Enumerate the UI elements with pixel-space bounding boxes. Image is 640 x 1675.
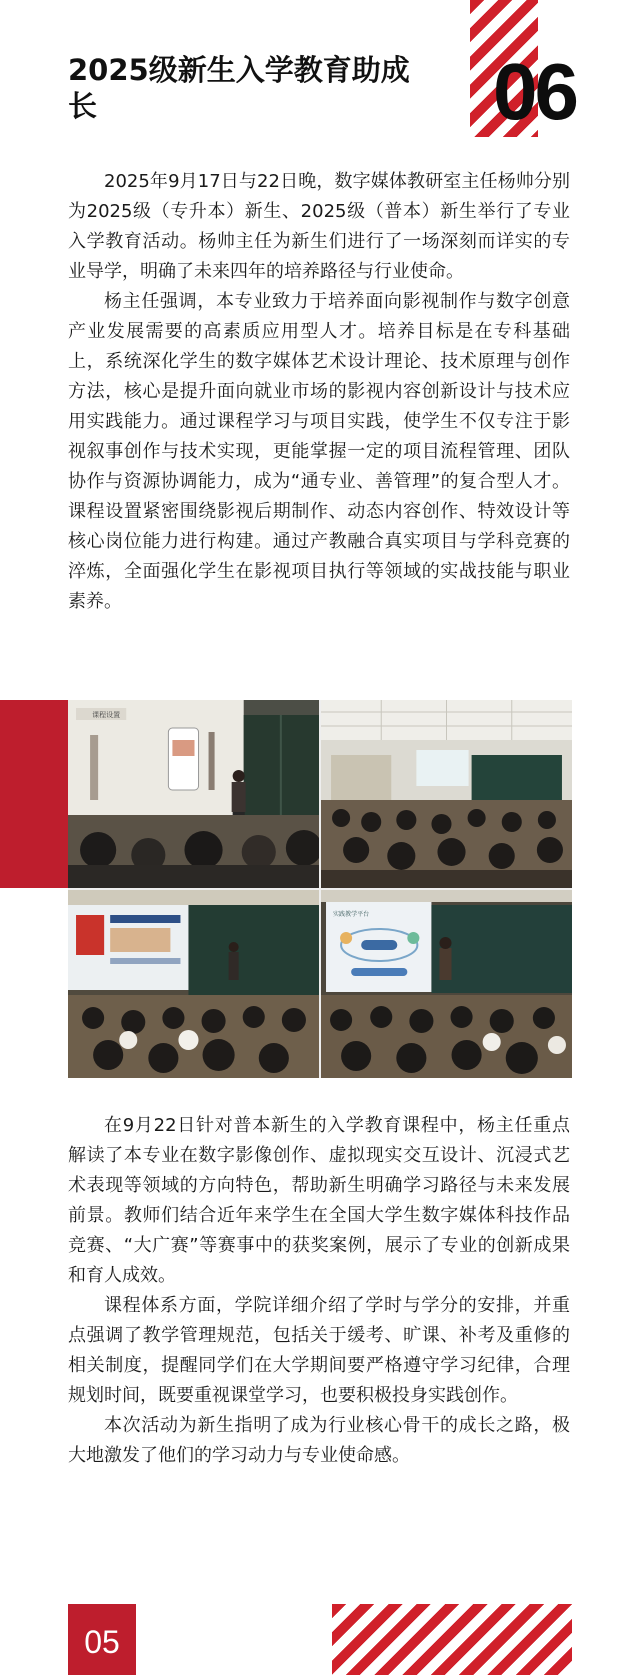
photo-lecture-hall-wide (321, 700, 572, 888)
footer-stripe-decoration (332, 1604, 572, 1675)
photo-presentation-left (68, 890, 319, 1078)
page-number-badge (68, 1604, 136, 1675)
slide-heading: 实践教学平台 (333, 911, 370, 918)
photo-lecturer-at-screen (68, 700, 319, 888)
article-section-2 (68, 1111, 570, 1471)
issue-number: 06 (493, 47, 576, 136)
article-paragraph: 2025年9月17日与22日晚，数字媒体教研室主任杨帅分别为2025级（专升本）新生、2025级（普本）新生举行了专业入学教育活动。杨帅主任为新生们进行了一场深刻而详实的专业导学，明确了未来四年的培养路径与行业使命。 (68, 171, 570, 282)
slide-heading: 课程设置 (92, 710, 121, 719)
page-number: 05 (84, 1624, 120, 1660)
article-section-1 (68, 167, 570, 617)
article-paragraph: 杨主任强调，本专业致力于培养面向影视制作与数字创意产业发展需要的高素质应用型人才。培养目标是在专科基础上，系统深化学生的数字媒体艺术设计理论、技术原理与创作方法，核心是提升面向就业市场的影视内容创新设计与技术应用实践能力。通过课程学习与项目实践，使学生不仅专注于影视叙事创作与技术实现，更能掌握一定的项目流程管理、团队协作与资源协调能力，成为“通专业、善管理”的复合型人才。课程设置紧密围绕影视后期制作、动态内容创作、特效设计等核心岗位能力进行构建。通过产教融合真实项目与学科竞赛的淬炼，全面强化学生在影视项目执行等领域的实战技能与职业素养。 (68, 291, 570, 612)
article-paragraph: 本次活动为新生指明了成为行业核心骨干的成长之路，极大地激发了他们的学习动力与专业使命感。 (68, 1415, 570, 1466)
photo-collage (68, 700, 572, 1078)
article-paragraph: 课程体系方面，学院详细介绍了学时与学分的安排，并重点强调了教学管理规范，包括关于缓考、旷课、补考及重修的相关制度，提醒同学们在大学期间要严格遵守学习纪律，合理规划时间，既要重视课堂学习，也要积极投身实践创作。 (68, 1295, 570, 1406)
page-title: 2025级新生入学教育助成长 (68, 53, 410, 123)
article-paragraph: 在9月22日针对普本新生的入学教育课程中，杨主任重点解读了本专业在数字影像创作、虚拟现实交互设计、沉浸式艺术表现等领域的方向特色，帮助新生明确学习路径与未来发展前景。教师们结合近年来学生在全国大学生数字媒体科技作品竞赛、“大广赛”等赛事中的获奖案例，展示了专业的创新成果和育人成效。 (68, 1115, 570, 1286)
photo-presentation-right (321, 890, 572, 1078)
